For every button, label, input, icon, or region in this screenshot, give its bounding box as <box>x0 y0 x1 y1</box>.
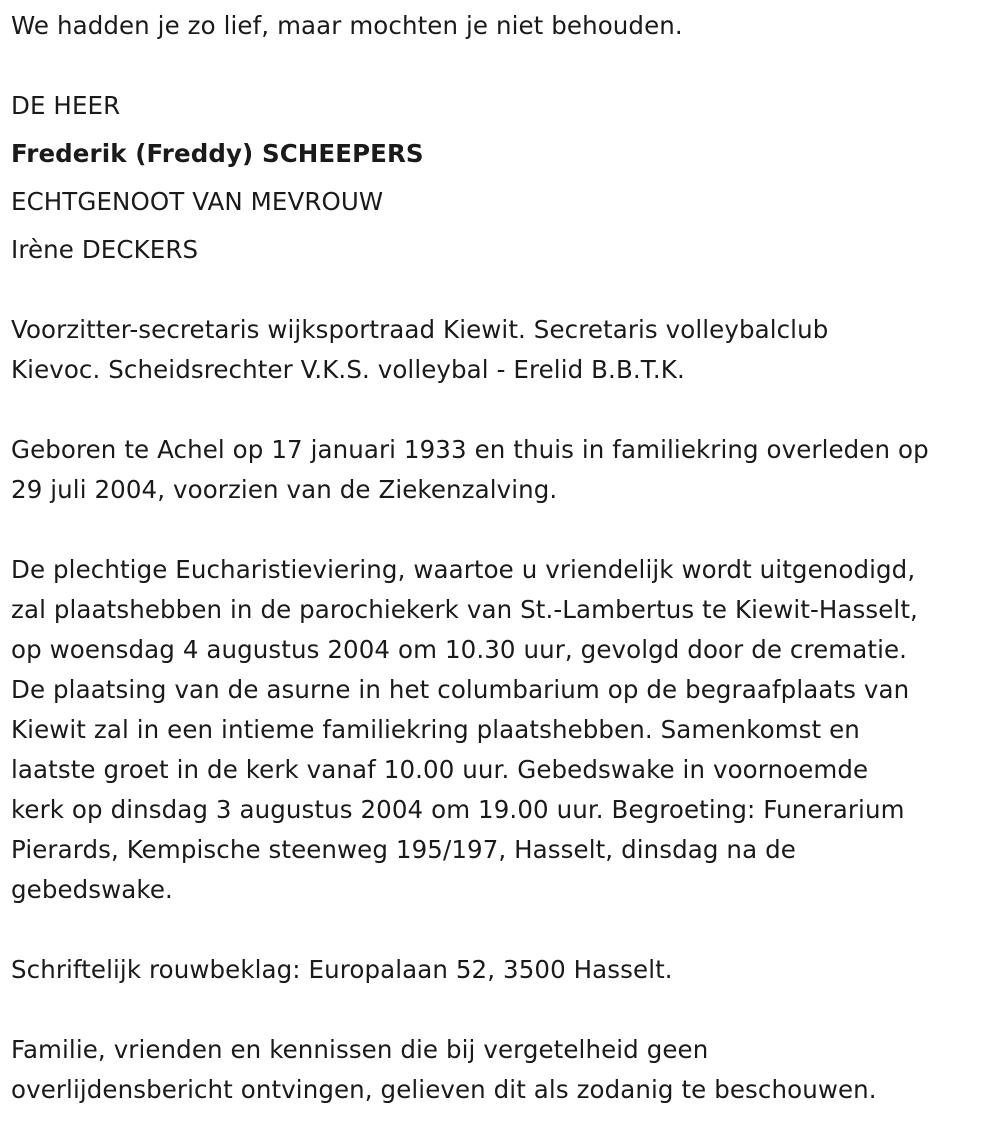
life-line: 29 juli 2004, voorzien van de Ziekenzalving. <box>11 475 558 504</box>
life-line: Geboren te Achel op 17 januari 1933 en thuis in familiekring overleden op <box>11 435 929 464</box>
closing-line: overlijdensbericht ontvingen, gelieven dit als zodanig te beschouwen. <box>11 1075 877 1104</box>
ceremony-line: De plaatsing van de asurne in het columbarium op de begraafplaats van <box>11 675 910 704</box>
ceremony-line: op woensdag 4 augustus 2004 om 10.30 uur, gevolgd door de crematie. <box>11 635 908 664</box>
ceremony-line: Pierards, Kempische steenweg 195/197, Hasselt, dinsdag na de <box>11 835 796 864</box>
spouse-name: Irène DECKERS <box>11 235 199 264</box>
ceremony-line: gebedswake. <box>11 875 173 904</box>
condolences-line: Schriftelijk rouwbeklag: Europalaan 52, 3500 Hasselt. <box>11 955 673 984</box>
ceremony-line: Kiewit zal in een intieme familiekring plaatshebben. Samenkomst en <box>11 715 860 744</box>
honorific: DE HEER <box>11 91 121 120</box>
ceremony-line: zal plaatshebben in de parochiekerk van St.-Lambertus te Kiewit-Hasselt, <box>11 595 918 624</box>
roles-line: Kievoc. Scheidsrechter V.K.S. volleybal - Erelid B.B.T.K. <box>11 355 685 384</box>
ceremony-line: laatste groet in de kerk vanaf 10.00 uur. Gebedswake in voornoemde <box>11 755 869 784</box>
ceremony-line: De plechtige Eucharistieviering, waartoe u vriendelijk wordt uitgenodigd, <box>11 555 916 584</box>
deceased-name: Frederik (Freddy) SCHEEPERS <box>11 139 424 168</box>
opening-line: We hadden je zo lief, maar mochten je niet behouden. <box>11 11 683 40</box>
relation-line: ECHTGENOOT VAN MEVROUW <box>11 187 384 216</box>
closing-line: Familie, vrienden en kennissen die bij vergetelheid geen <box>11 1035 709 1064</box>
ceremony-line: kerk op dinsdag 3 augustus 2004 om 19.00 uur. Begroeting: Funerarium <box>11 795 905 824</box>
roles-line: Voorzitter-secretaris wijksportraad Kiewit. Secretaris volleybalclub <box>11 315 829 344</box>
